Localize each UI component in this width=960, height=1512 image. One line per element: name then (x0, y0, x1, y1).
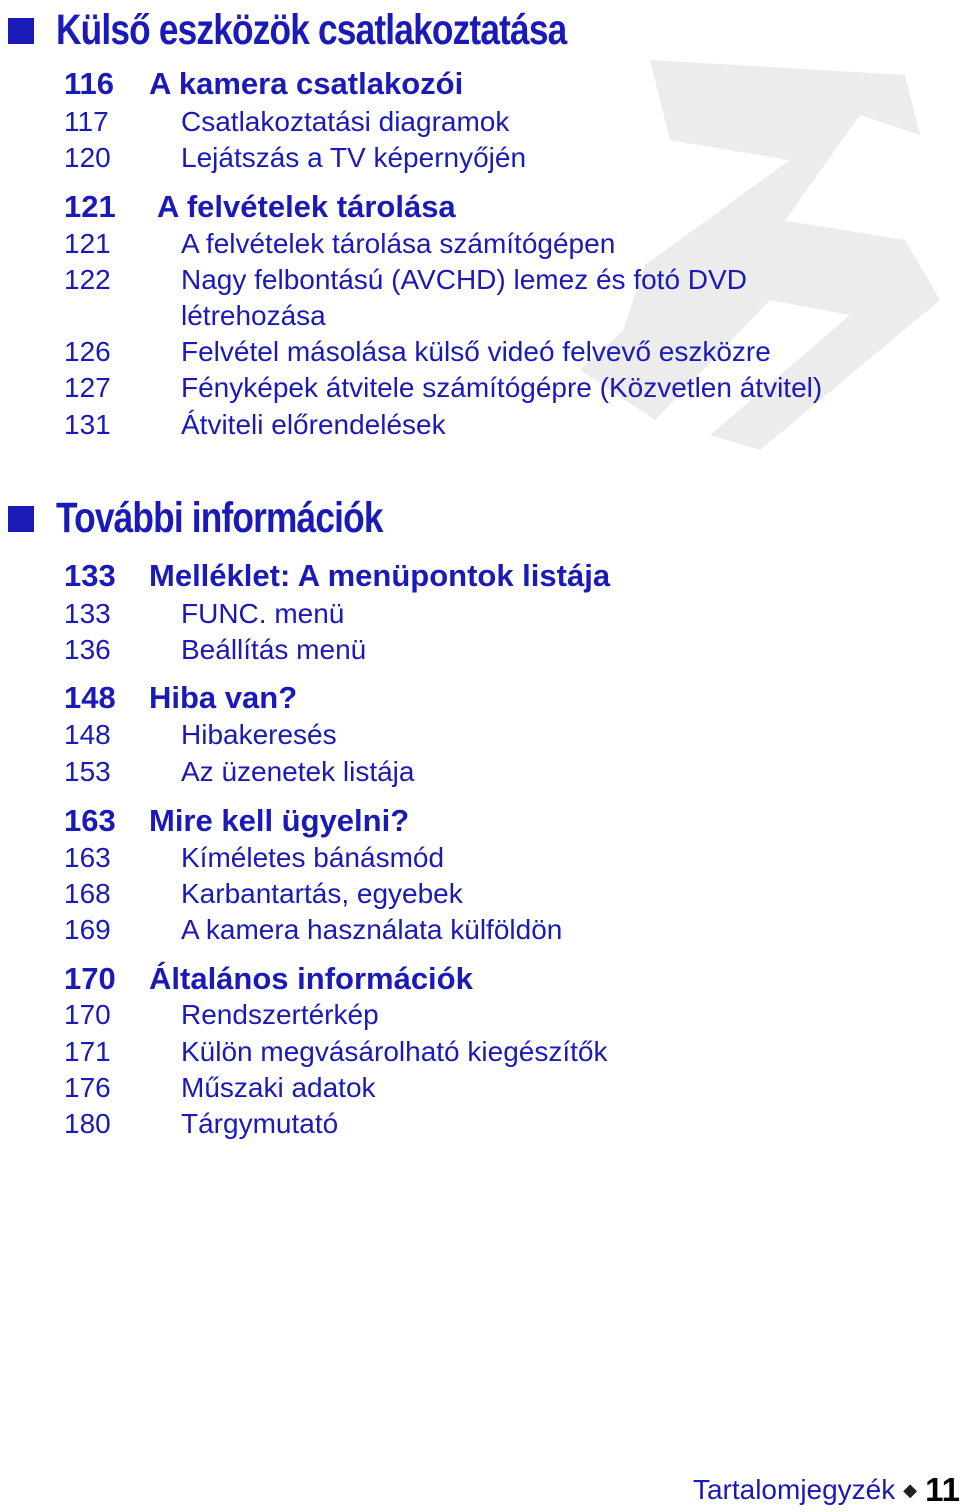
toc-item-text: Átviteli előrendelések (181, 409, 446, 440)
toc-page-number: 176 (64, 1072, 111, 1103)
toc-page-number: 116 (64, 66, 115, 101)
toc-heading-text: A felvételek tárolása (157, 189, 456, 224)
toc-page-number: 171 (64, 1036, 111, 1067)
toc-page-number: 120 (64, 142, 111, 173)
diamond-bullet-icon: ◆ (903, 1479, 918, 1500)
toc-heading-text: Mire kell ügyelni? (149, 803, 410, 838)
toc-item-text: Kíméletes bánásmód (181, 842, 445, 873)
toc-heading-text: A kamera csatlakozói (149, 66, 464, 101)
toc-page-number: 117 (64, 106, 109, 137)
footer-label: Tartalomjegyzék (692, 1474, 896, 1505)
toc-item-text: Beállítás menü (181, 634, 367, 665)
toc-page-number: 148 (64, 680, 116, 715)
toc-item-text: Nagy felbontású (AVCHD) lemez és fotó DVD (181, 264, 747, 295)
toc-page-number: 180 (64, 1108, 111, 1139)
toc-item-text: létrehozása (181, 300, 326, 331)
toc-page-number: 168 (64, 878, 111, 909)
toc-page-number: 169 (64, 914, 111, 945)
toc-item-text: Hibakeresés (181, 719, 337, 750)
toc-page-number: 121 (64, 189, 116, 224)
toc-item-text: A kamera használata külföldön (181, 914, 563, 945)
toc-page-number: 121 (64, 228, 111, 259)
toc-page-number: 122 (64, 264, 111, 295)
toc-page-number: 133 (64, 598, 111, 629)
section-square-icon (8, 506, 34, 532)
toc-item-text: Külön megvásárolható kiegészítők (181, 1036, 608, 1067)
toc-page-number: 148 (64, 719, 111, 750)
toc-item-text: Lejátszás a TV képernyőjén (181, 142, 527, 173)
toc-item-text: Felvétel másolása külső videó felvevő eszközre (181, 336, 771, 367)
toc-page-number: 170 (64, 961, 116, 996)
toc-item-text: Az üzenetek listája (181, 756, 415, 787)
toc-item-text: Csatlakoztatási diagramok (181, 106, 510, 137)
toc-page-number: 127 (64, 372, 111, 403)
toc-page-number: 136 (64, 634, 111, 665)
toc-page-number: 133 (64, 558, 116, 593)
footer-page-number: 11 (925, 1471, 960, 1508)
page-footer (693, 1468, 960, 1512)
toc-heading-text: Hiba van? (149, 680, 298, 715)
toc-item-text: Fényképek átvitele számítógépre (Közvetlen átvitel) (181, 372, 823, 403)
toc-page-number: 126 (64, 336, 111, 367)
toc-item-text: Tárgymutató (181, 1108, 339, 1139)
toc-heading-text: Melléklet: A menüpontok listája (149, 558, 611, 593)
toc-page-number: 153 (64, 756, 111, 787)
section-title: További információk (56, 494, 383, 542)
toc-page-number: 163 (64, 842, 111, 873)
toc-item-text: FUNC. menü (181, 598, 345, 629)
section-header (8, 6, 678, 55)
section-title: Külső eszközök csatlakoztatása (56, 6, 567, 54)
toc-item-text: A felvételek tárolása számítógépen (181, 228, 616, 259)
toc-page-number: 163 (64, 803, 116, 838)
toc-page-number: 170 (64, 999, 111, 1030)
toc-page-number: 131 (64, 409, 111, 440)
section-header (8, 494, 454, 543)
toc-heading-text: Általános információk (149, 961, 473, 996)
toc-item-text: Rendszertérkép (181, 999, 379, 1030)
section-square-icon (8, 18, 34, 44)
toc-item-text: Műszaki adatok (181, 1072, 376, 1103)
toc-item-text: Karbantartás, egyebek (181, 878, 463, 909)
